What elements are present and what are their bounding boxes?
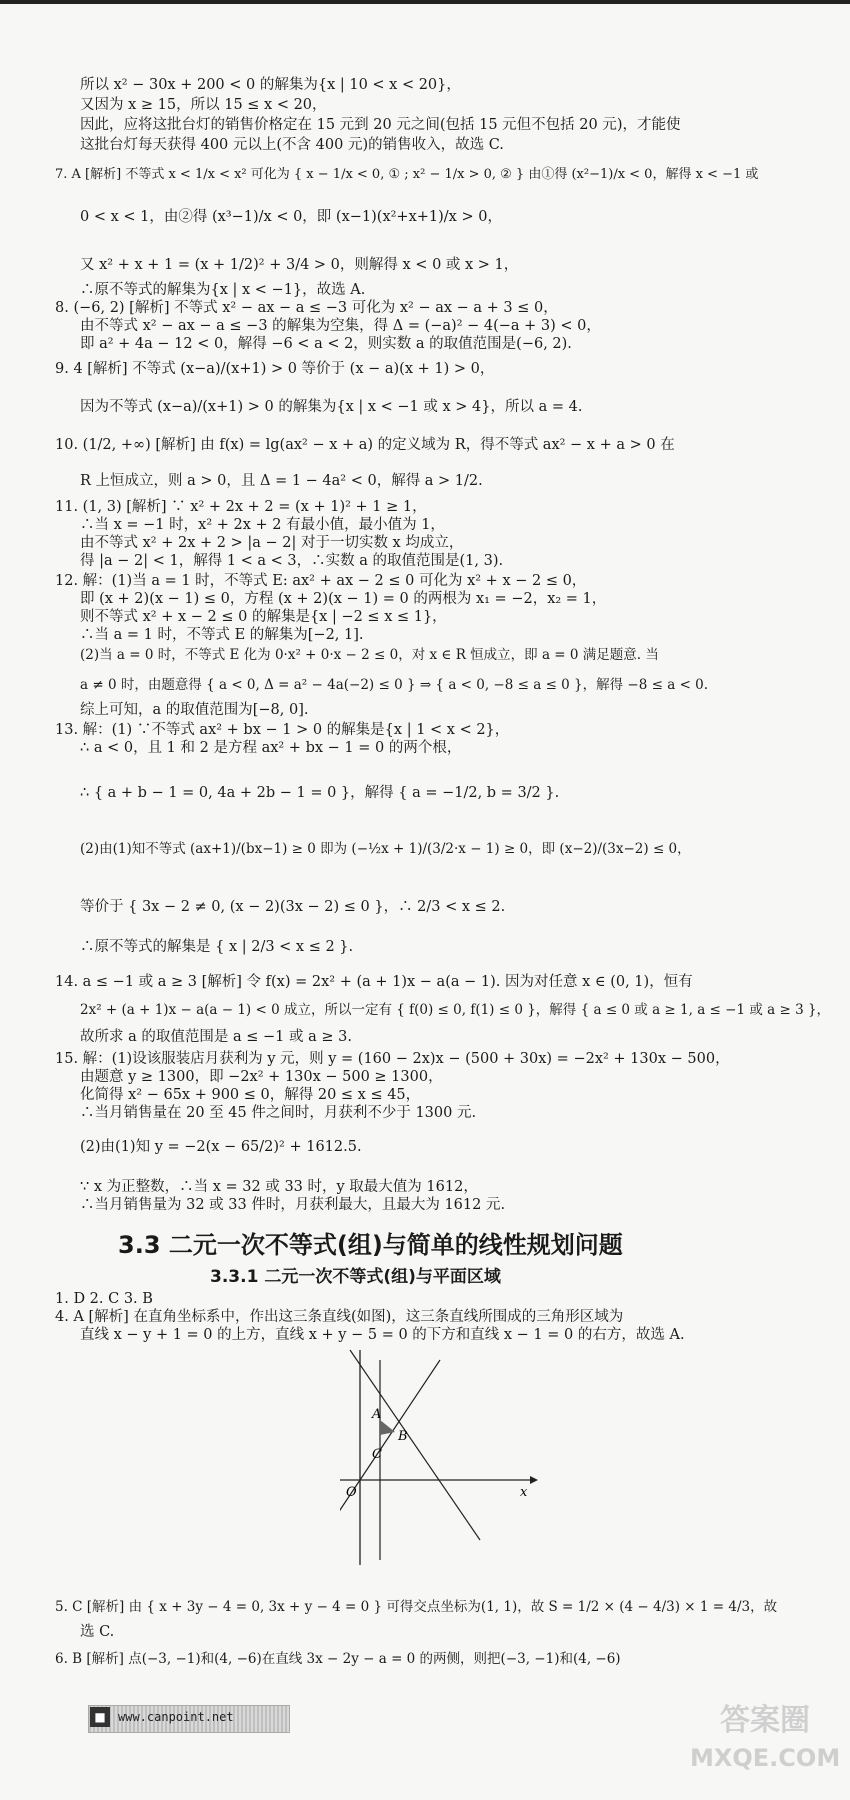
text-line: 因为不等式 (x−a)/(x+1) > 0 的解集为{x | x < −1 或 x > 4}，所以 a = 4. xyxy=(80,399,583,415)
text-line: ∴ { a + b − 1 = 0, 4a + 2b − 1 = 0 }，解得 { a = −1/2, b = 3/2 }. xyxy=(80,785,560,801)
text-line: ∴ a < 0，且 1 和 2 是方程 ax² + bx − 1 = 0 的两个根， xyxy=(80,740,462,756)
text-line: R 上恒成立，则 a > 0，且 Δ = 1 − 4a² < 0，解得 a > 1/2. xyxy=(80,473,483,489)
q13-line: 13. 解：(1) ∵不等式 ax² + bx − 1 > 0 的解集是{x | 1 < x < 2}， xyxy=(55,722,510,738)
coordinate-diagram xyxy=(340,1340,540,1570)
text-line: ∴当 x = −1 时，x² + 2x + 2 有最小值，最小值为 1， xyxy=(80,517,445,533)
text-line: 又因为 x ≥ 15，所以 15 ≤ x < 20， xyxy=(80,97,327,113)
text-line: 综上可知，a 的取值范围为[−8, 0]. xyxy=(80,702,309,718)
q5-line: 5. C [解析] 由 { x + 3y − 4 = 0, 3x + y − 4 = 0 } 可得交点坐标为(1, 1)，故 S = 1/2 × (4 − 4/3) × 1 = 4/3，故 xyxy=(55,1599,778,1615)
footer-url[interactable]: www.canpoint.net xyxy=(118,1710,234,1724)
text-line: 0 < x < 1，由②得 (x³−1)/x < 0，即 (x−1)(x²+x+1)/x > 0， xyxy=(80,209,502,225)
text-line: 即 (x + 2)(x − 1) ≤ 0，方程 (x + 2)(x − 1) = 0 的两根为 x₁ = −2，x₂ = 1， xyxy=(80,591,607,607)
text-line: 由题意 y ≥ 1300，即 −2x² + 130x − 500 ≥ 1300， xyxy=(80,1069,443,1085)
q11-line: 11. (1, 3) [解析] ∵ x² + 2x + 2 = (x + 1)² + 1 ≥ 1， xyxy=(55,499,427,515)
text-line: 由不等式 x² − ax − a ≤ −3 的解集为空集，得 Δ = (−a)² − 4(−a + 3) < 0， xyxy=(80,318,601,334)
text-line: 因此，应将这批台灯的销售价格定在 15 元到 20 元之间(包括 15 元但不包括 20 元)，才能使 xyxy=(80,117,681,133)
text-line: 选 C. xyxy=(80,1624,115,1640)
text-line: 化简得 x² − 65x + 900 ≤ 0，解得 20 ≤ x ≤ 45， xyxy=(80,1087,421,1103)
line-x-plus-y-minus-5 xyxy=(350,1350,480,1540)
q12-line: 12. 解：(1)当 a = 1 时，不等式 E: ax² + ax − 2 ≤ 0 可化为 x² + x − 2 ≤ 0， xyxy=(55,573,587,589)
q14-line: 14. a ≤ −1 或 a ≥ 3 [解析] 令 f(x) = 2x² + (a + 1)x − a(a − 1). 因为对任意 x ∈ (0, 1)，恒有 xyxy=(55,974,693,990)
section-title: 3.3 二元一次不等式(组)与简单的线性规划问题 xyxy=(118,1231,623,1259)
text-line: ∴当月销售量在 20 至 45 件之间时，月获利不少于 1300 元. xyxy=(80,1105,477,1121)
text-line: 由不等式 x² + 2x + 2 > |a − 2| 对于一切实数 x 均成立， xyxy=(80,535,464,551)
q8-line: 8. (−6, 2) [解析] 不等式 x² − ax − a ≤ −3 可化为 x² − ax − a + 3 ≤ 0， xyxy=(55,300,558,316)
text-line: 等价于 { 3x − 2 ≠ 0, (x − 2)(3x − 2) ≤ 0 }，∴ 2/3 < x ≤ 2. xyxy=(80,899,506,915)
watermark-line2: MXQE.COM xyxy=(690,1744,841,1772)
q7-line: 7. A [解析] 不等式 x < 1/x < x² 可化为 { x − 1/x < 0, ① ; x² − 1/x > 0, ② } 由①得 (x²−1)/x < 0，解得 x < −1 或 xyxy=(55,167,759,182)
publisher-logo-icon: ■ xyxy=(90,1707,110,1727)
label-O: O xyxy=(346,1485,357,1500)
text-line: 得 |a − 2| < 1，解得 1 < a < 3，∴实数 a 的取值范围是(1, 3). xyxy=(80,553,504,569)
text-line: 则不等式 x² + x − 2 ≤ 0 的解集是{x | −2 ≤ x ≤ 1}， xyxy=(80,609,447,625)
text-line: 所以 x² − 30x + 200 < 0 的解集为{x | 10 < x < 20}， xyxy=(80,77,461,93)
text-line: ∴当月销售量为 32 或 33 件时，月获利最大，且最大为 1612 元. xyxy=(80,1197,506,1213)
label-x: x xyxy=(520,1485,528,1500)
label-B: B xyxy=(398,1429,408,1444)
q4-line: 4. A [解析] 在直角坐标系中，作出这三条直线(如图)，这三条直线所围成的三角形区域为 xyxy=(55,1309,624,1325)
q15-line: 15. 解：(1)设该服装店月获利为 y 元，则 y = (160 − 2x)x − (500 + 30x) = −2x² + 130x − 500， xyxy=(55,1051,730,1067)
label-A: A xyxy=(372,1407,382,1422)
text-line: ∴原不等式的解集是 { x | 2/3 < x ≤ 2 }. xyxy=(80,939,354,955)
text-line: (2)由(1)知 y = −2(x − 65/2)² + 1612.5. xyxy=(80,1139,362,1155)
q1-3-answers: 1. D 2. C 3. B xyxy=(55,1291,153,1307)
text-line: 2x² + (a + 1)x − a(a − 1) < 0 成立，所以一定有 { f(0) ≤ 0, f(1) ≤ 0 }，解得 { a ≤ 0 或 a ≥ 1, a ≤ −1 或 a ≥ 3 }， xyxy=(80,1002,831,1018)
label-C: C xyxy=(372,1447,382,1462)
text-line: 直线 x − y + 1 = 0 的上方，直线 x + y − 5 = 0 的下方和直线 x − 1 = 0 的右方，故选 A. xyxy=(80,1327,685,1343)
shaded-triangle-region xyxy=(380,1420,395,1435)
text-line: (2)当 a = 0 时，不等式 E 化为 0·x² + 0·x − 2 ≤ 0，对 x ∈ R 恒成立，即 a = 0 满足题意. 当 xyxy=(80,647,659,663)
text-line: ∴当 a = 1 时，不等式 E 的解集为[−2, 1]. xyxy=(80,627,364,643)
x-axis-arrow-icon xyxy=(530,1476,538,1484)
watermark xyxy=(690,1700,840,1795)
text-line: ∵ x 为正整数，∴当 x = 32 或 33 时，y 取最大值为 1612， xyxy=(80,1179,478,1195)
text-line: ∴原不等式的解集为{x | x < −1}，故选 A. xyxy=(80,282,366,298)
text-line: 即 a² + 4a − 12 < 0，解得 −6 < a < 2，则实数 a 的取值范围是(−6, 2). xyxy=(80,336,572,352)
text-line: 故所求 a 的取值范围是 a ≤ −1 或 a ≥ 3. xyxy=(80,1029,352,1045)
q9-line: 9. 4 [解析] 不等式 (x−a)/(x+1) > 0 等价于 (x − a)(x + 1) > 0， xyxy=(55,361,495,377)
q6-line: 6. B [解析] 点(−3, −1)和(4, −6)在直线 3x − 2y − a = 0 的两侧，则把(−3, −1)和(4, −6) xyxy=(55,1651,621,1667)
section-subtitle: 3.3.1 二元一次不等式(组)与平面区域 xyxy=(210,1267,501,1287)
text-line: a ≠ 0 时，由题意得 { a < 0, Δ = a² − 4a(−2) ≤ 0 } ⇒ { a < 0, −8 ≤ a ≤ 0 }，解得 −8 ≤ a < 0. xyxy=(80,677,709,693)
text-line: (2)由(1)知不等式 (ax+1)/(bx−1) ≥ 0 即为 (−½x + 1)/(3/2·x − 1) ≥ 0，即 (x−2)/(3x−2) ≤ 0， xyxy=(80,841,691,857)
q10-line: 10. (1/2, +∞) [解析] 由 f(x) = lg(ax² − x + a) 的定义域为 R，得不等式 ax² − x + a > 0 在 xyxy=(55,437,675,453)
line-x-minus-y-plus-1 xyxy=(340,1360,440,1525)
watermark-line1: 答案圈 xyxy=(720,1703,810,1738)
text-line: 又 x² + x + 1 = (x + 1/2)² + 3/4 > 0，则解得 x < 0 或 x > 1， xyxy=(80,257,519,273)
text-line: 这批台灯每天获得 400 元以上(不含 400 元)的销售收入，故选 C. xyxy=(80,137,504,153)
